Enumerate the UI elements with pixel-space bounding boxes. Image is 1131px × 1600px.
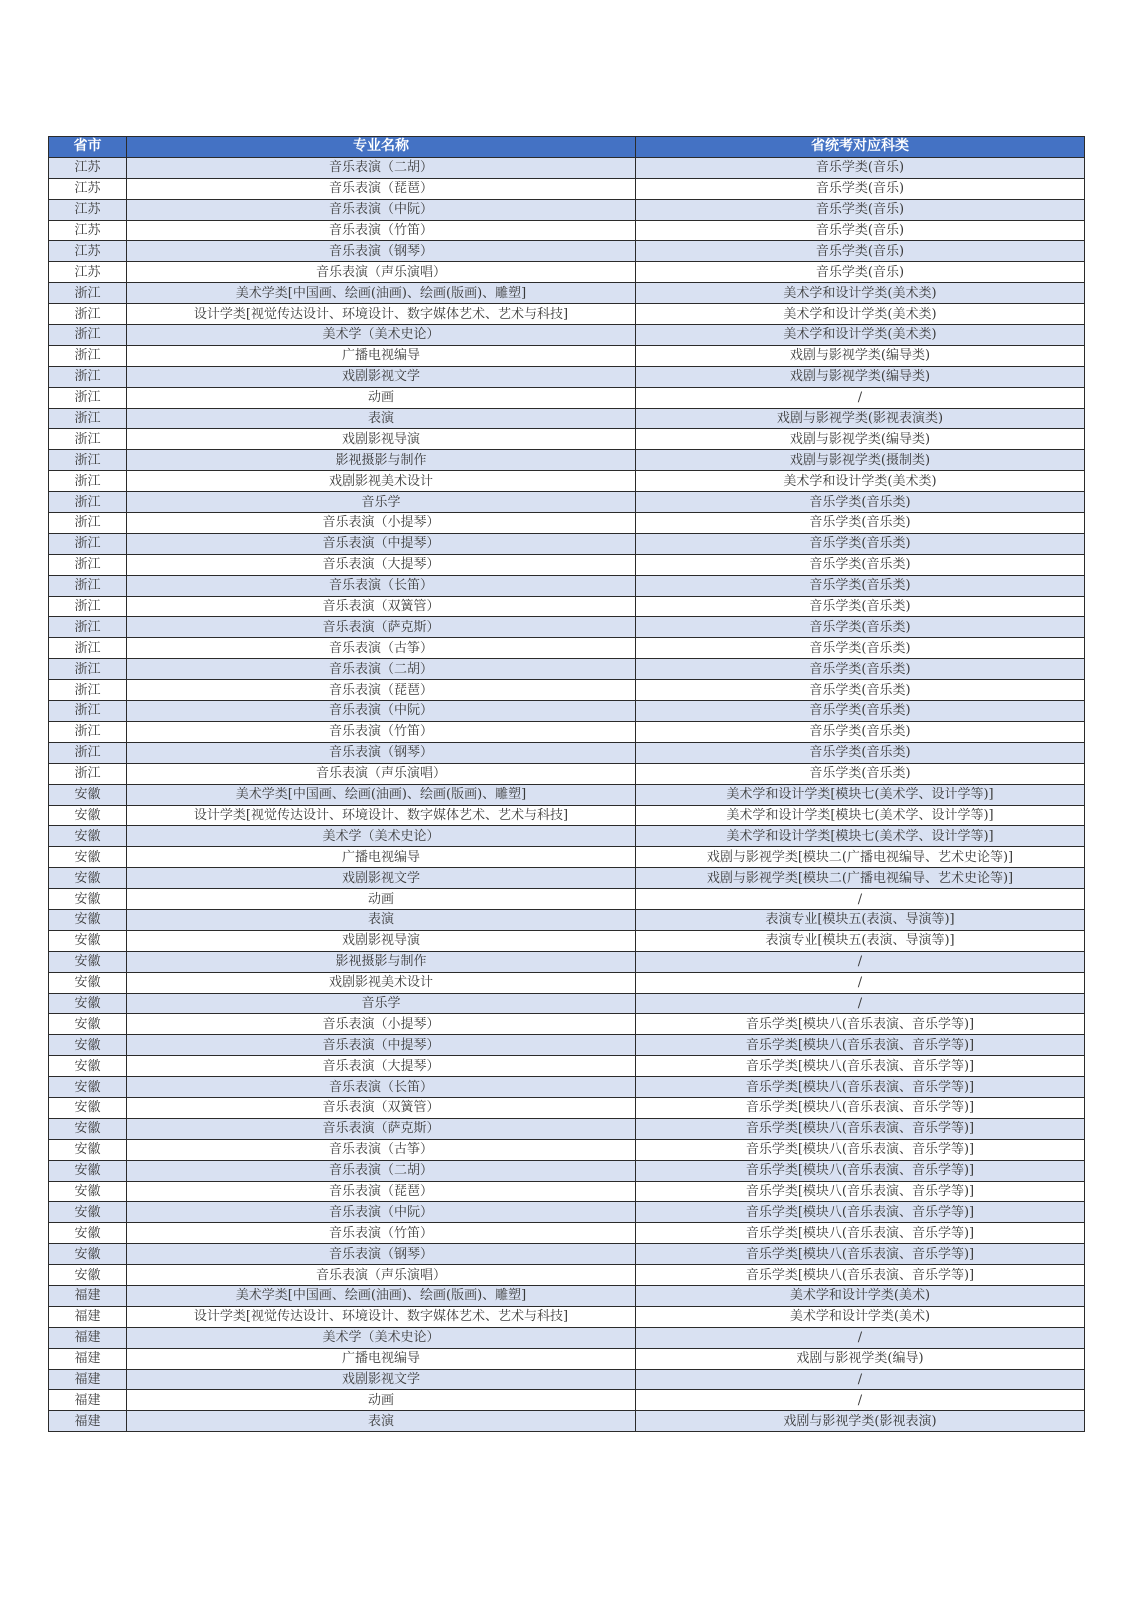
table-row	[49, 575, 1085, 596]
cell-province: 安徽	[49, 1077, 127, 1098]
table-row	[49, 1202, 1085, 1223]
cell-exam-category: 音乐学类(音乐类)	[636, 701, 1085, 722]
cell-province: 福建	[49, 1348, 127, 1369]
header-row	[49, 137, 1085, 158]
cell-province: 江苏	[49, 241, 127, 262]
cell-exam-category: 美术学和设计学类[模块七(美术学、设计学等)]	[636, 805, 1085, 826]
cell-exam-category: 戏剧与影视学类(影视表演类)	[636, 408, 1085, 429]
table-row	[49, 763, 1085, 784]
cell-major-name: 影视摄影与制作	[127, 951, 636, 972]
table-row	[49, 1306, 1085, 1327]
table-row	[49, 513, 1085, 534]
cell-major-name: 广播电视编导	[127, 847, 636, 868]
cell-exam-category: 音乐学类[模块八(音乐表演、音乐学等)]	[636, 1118, 1085, 1139]
table-row	[49, 680, 1085, 701]
table-row	[49, 889, 1085, 910]
cell-major-name: 音乐表演（声乐演唱）	[127, 763, 636, 784]
table-row	[49, 325, 1085, 346]
cell-major-name: 表演	[127, 1411, 636, 1432]
table-row	[49, 199, 1085, 220]
cell-province: 浙江	[49, 617, 127, 638]
cell-province: 安徽	[49, 972, 127, 993]
cell-exam-category: 音乐学类(音乐类)	[636, 617, 1085, 638]
cell-province: 浙江	[49, 304, 127, 325]
table-row	[49, 157, 1085, 178]
cell-exam-category: 音乐学类[模块八(音乐表演、音乐学等)]	[636, 1014, 1085, 1035]
table-row	[49, 408, 1085, 429]
table-row	[49, 1181, 1085, 1202]
cell-exam-category: /	[636, 889, 1085, 910]
cell-major-name: 美术学类[中国画、绘画(油画)、绘画(版画)、雕塑]	[127, 1285, 636, 1306]
cell-exam-category: 戏剧与影视学类(编导类)	[636, 366, 1085, 387]
cell-major-name: 音乐表演（琵琶）	[127, 178, 636, 199]
cell-exam-category: 音乐学类[模块八(音乐表演、音乐学等)]	[636, 1181, 1085, 1202]
cell-major-name: 音乐表演（琵琶）	[127, 1181, 636, 1202]
table-body	[49, 157, 1085, 1431]
cell-exam-category: 音乐学类(音乐)	[636, 199, 1085, 220]
cell-exam-category: 音乐学类[模块八(音乐表演、音乐学等)]	[636, 1160, 1085, 1181]
cell-major-name: 音乐学	[127, 993, 636, 1014]
table-row	[49, 492, 1085, 513]
table-row	[49, 450, 1085, 471]
cell-province: 浙江	[49, 638, 127, 659]
cell-exam-category: 音乐学类[模块八(音乐表演、音乐学等)]	[636, 1139, 1085, 1160]
cell-exam-category: /	[636, 1390, 1085, 1411]
cell-exam-category: 音乐学类(音乐)	[636, 157, 1085, 178]
cell-exam-category: 美术学和设计学类[模块七(美术学、设计学等)]	[636, 784, 1085, 805]
table-row	[49, 1014, 1085, 1035]
cell-exam-category: 音乐学类(音乐类)	[636, 533, 1085, 554]
cell-exam-category: /	[636, 387, 1085, 408]
cell-province: 安徽	[49, 1223, 127, 1244]
cell-province: 浙江	[49, 763, 127, 784]
cell-major-name: 广播电视编导	[127, 1348, 636, 1369]
table-row	[49, 1077, 1085, 1098]
cell-major-name: 音乐表演（双簧管）	[127, 1097, 636, 1118]
table-row	[49, 1244, 1085, 1265]
cell-exam-category: 音乐学类[模块八(音乐表演、音乐学等)]	[636, 1265, 1085, 1286]
cell-major-name: 影视摄影与制作	[127, 450, 636, 471]
cell-province: 浙江	[49, 387, 127, 408]
cell-major-name: 音乐表演（萨克斯）	[127, 1118, 636, 1139]
table-row	[49, 972, 1085, 993]
cell-exam-category: 戏剧与影视学类(编导类)	[636, 345, 1085, 366]
cell-exam-category: 表演专业[模块五(表演、导演等)]	[636, 930, 1085, 951]
cell-province: 浙江	[49, 366, 127, 387]
cell-province: 安徽	[49, 805, 127, 826]
cell-province: 浙江	[49, 533, 127, 554]
table-row	[49, 283, 1085, 304]
cell-major-name: 美术学（美术史论）	[127, 325, 636, 346]
table-row	[49, 554, 1085, 575]
cell-major-name: 音乐表演（钢琴）	[127, 1244, 636, 1265]
cell-exam-category: /	[636, 951, 1085, 972]
cell-exam-category: 美术学和设计学类(美术类)	[636, 283, 1085, 304]
cell-province: 浙江	[49, 575, 127, 596]
cell-province: 江苏	[49, 262, 127, 283]
table-row	[49, 847, 1085, 868]
table-row	[49, 1265, 1085, 1286]
cell-exam-category: 表演专业[模块五(表演、导演等)]	[636, 909, 1085, 930]
cell-exam-category: /	[636, 1369, 1085, 1390]
cell-exam-category: 音乐学类(音乐类)	[636, 554, 1085, 575]
cell-major-name: 音乐表演（古筝）	[127, 638, 636, 659]
cell-province: 浙江	[49, 721, 127, 742]
cell-major-name: 音乐学	[127, 492, 636, 513]
cell-major-name: 动画	[127, 387, 636, 408]
cell-exam-category: 音乐学类[模块八(音乐表演、音乐学等)]	[636, 1097, 1085, 1118]
table-row	[49, 1348, 1085, 1369]
cell-exam-category: /	[636, 972, 1085, 993]
cell-exam-category: 音乐学类(音乐类)	[636, 575, 1085, 596]
cell-province: 福建	[49, 1369, 127, 1390]
cell-major-name: 戏剧影视文学	[127, 868, 636, 889]
cell-major-name: 戏剧影视文学	[127, 366, 636, 387]
cell-province: 浙江	[49, 659, 127, 680]
cell-province: 浙江	[49, 450, 127, 471]
cell-exam-category: 音乐学类(音乐类)	[636, 596, 1085, 617]
cell-major-name: 戏剧影视导演	[127, 429, 636, 450]
table-row	[49, 868, 1085, 889]
cell-major-name: 音乐表演（二胡）	[127, 157, 636, 178]
table-row	[49, 262, 1085, 283]
cell-province: 浙江	[49, 408, 127, 429]
cell-province: 浙江	[49, 701, 127, 722]
table-row	[49, 1327, 1085, 1348]
table-row	[49, 220, 1085, 241]
table-row	[49, 805, 1085, 826]
cell-exam-category: 音乐学类(音乐类)	[636, 742, 1085, 763]
cell-province: 江苏	[49, 220, 127, 241]
cell-province: 安徽	[49, 889, 127, 910]
cell-exam-category: 美术学和设计学类(美术类)	[636, 471, 1085, 492]
cell-province: 安徽	[49, 1097, 127, 1118]
cell-exam-category: 音乐学类(音乐)	[636, 241, 1085, 262]
cell-province: 浙江	[49, 680, 127, 701]
cell-province: 浙江	[49, 429, 127, 450]
cell-exam-category: 美术学和设计学类(美术类)	[636, 325, 1085, 346]
cell-major-name: 音乐表演（声乐演唱）	[127, 1265, 636, 1286]
cell-province: 安徽	[49, 1056, 127, 1077]
cell-province: 江苏	[49, 178, 127, 199]
cell-major-name: 音乐表演（中阮）	[127, 701, 636, 722]
cell-province: 江苏	[49, 157, 127, 178]
table-row	[49, 659, 1085, 680]
table-row	[49, 721, 1085, 742]
cell-province: 浙江	[49, 283, 127, 304]
cell-province: 福建	[49, 1285, 127, 1306]
cell-province: 安徽	[49, 868, 127, 889]
cell-exam-category: /	[636, 993, 1085, 1014]
table-row	[49, 951, 1085, 972]
table-row	[49, 1223, 1085, 1244]
table-row	[49, 1056, 1085, 1077]
cell-province: 安徽	[49, 909, 127, 930]
cell-major-name: 动画	[127, 1390, 636, 1411]
cell-major-name: 音乐表演（双簧管）	[127, 596, 636, 617]
table-row	[49, 429, 1085, 450]
cell-major-name: 美术学（美术史论）	[127, 826, 636, 847]
cell-province: 浙江	[49, 471, 127, 492]
cell-exam-category: 戏剧与影视学类[模块二(广播电视编导、艺术史论等)]	[636, 868, 1085, 889]
cell-province: 浙江	[49, 513, 127, 534]
cell-exam-category: 美术学和设计学类[模块七(美术学、设计学等)]	[636, 826, 1085, 847]
cell-exam-category: 音乐学类(音乐类)	[636, 492, 1085, 513]
cell-exam-category: 音乐学类[模块八(音乐表演、音乐学等)]	[636, 1202, 1085, 1223]
cell-province: 浙江	[49, 554, 127, 575]
cell-province: 安徽	[49, 1035, 127, 1056]
cell-major-name: 动画	[127, 889, 636, 910]
cell-major-name: 音乐表演（二胡）	[127, 1160, 636, 1181]
cell-province: 安徽	[49, 951, 127, 972]
cell-exam-category: 音乐学类(音乐)	[636, 262, 1085, 283]
cell-exam-category: 音乐学类(音乐类)	[636, 659, 1085, 680]
cell-province: 安徽	[49, 784, 127, 805]
cell-province: 安徽	[49, 1265, 127, 1286]
cell-major-name: 音乐表演（古筝）	[127, 1139, 636, 1160]
table-row	[49, 1390, 1085, 1411]
cell-exam-category: 戏剧与影视学类(摄制类)	[636, 450, 1085, 471]
table-row	[49, 993, 1085, 1014]
cell-exam-category: 音乐学类(音乐类)	[636, 763, 1085, 784]
cell-exam-category: 音乐学类[模块八(音乐表演、音乐学等)]	[636, 1056, 1085, 1077]
table-row	[49, 1369, 1085, 1390]
cell-province: 安徽	[49, 930, 127, 951]
cell-major-name: 音乐表演（中阮）	[127, 1202, 636, 1223]
cell-major-name: 设计学类[视觉传达设计、环境设计、数字媒体艺术、艺术与科技]	[127, 1306, 636, 1327]
cell-province: 福建	[49, 1327, 127, 1348]
cell-major-name: 音乐表演（中提琴）	[127, 1035, 636, 1056]
cell-exam-category: 音乐学类(音乐)	[636, 178, 1085, 199]
cell-province: 浙江	[49, 596, 127, 617]
cell-major-name: 美术学类[中国画、绘画(油画)、绘画(版画)、雕塑]	[127, 784, 636, 805]
cell-major-name: 广播电视编导	[127, 345, 636, 366]
cell-province: 安徽	[49, 1202, 127, 1223]
table-row	[49, 533, 1085, 554]
table-row	[49, 1118, 1085, 1139]
cell-exam-category: 戏剧与影视学类(影视表演)	[636, 1411, 1085, 1432]
cell-province: 安徽	[49, 1160, 127, 1181]
cell-major-name: 音乐表演（中阮）	[127, 199, 636, 220]
cell-major-name: 音乐表演（竹笛）	[127, 1223, 636, 1244]
table-row	[49, 826, 1085, 847]
cell-major-name: 戏剧影视导演	[127, 930, 636, 951]
table-row	[49, 387, 1085, 408]
table-row	[49, 1411, 1085, 1432]
cell-exam-category: 美术学和设计学类(美术类)	[636, 304, 1085, 325]
cell-major-name: 音乐表演（小提琴）	[127, 513, 636, 534]
cell-province: 安徽	[49, 847, 127, 868]
cell-province: 江苏	[49, 199, 127, 220]
cell-exam-category: 戏剧与影视学类(编导类)	[636, 429, 1085, 450]
cell-major-name: 设计学类[视觉传达设计、环境设计、数字媒体艺术、艺术与科技]	[127, 304, 636, 325]
cell-major-name: 音乐表演（萨克斯）	[127, 617, 636, 638]
cell-exam-category: 音乐学类(音乐类)	[636, 721, 1085, 742]
cell-exam-category: 音乐学类[模块八(音乐表演、音乐学等)]	[636, 1077, 1085, 1098]
cell-province: 浙江	[49, 742, 127, 763]
cell-exam-category: 美术学和设计学类(美术)	[636, 1285, 1085, 1306]
cell-exam-category: 音乐学类(音乐)	[636, 220, 1085, 241]
cell-province: 福建	[49, 1390, 127, 1411]
table-row	[49, 909, 1085, 930]
cell-exam-category: /	[636, 1327, 1085, 1348]
table-row	[49, 366, 1085, 387]
cell-province: 安徽	[49, 1244, 127, 1265]
major-category-table	[48, 136, 1085, 1432]
cell-major-name: 音乐表演（长笛）	[127, 575, 636, 596]
table-row	[49, 345, 1085, 366]
table-row	[49, 784, 1085, 805]
cell-major-name: 表演	[127, 408, 636, 429]
cell-province: 福建	[49, 1411, 127, 1432]
cell-major-name: 戏剧影视文学	[127, 1369, 636, 1390]
cell-exam-category: 音乐学类[模块八(音乐表演、音乐学等)]	[636, 1223, 1085, 1244]
cell-province: 安徽	[49, 1139, 127, 1160]
table-row	[49, 178, 1085, 199]
table-row	[49, 1139, 1085, 1160]
table-row	[49, 1160, 1085, 1181]
table-row	[49, 742, 1085, 763]
cell-exam-category: 戏剧与影视学类[模块二(广播电视编导、艺术史论等)]	[636, 847, 1085, 868]
cell-province: 浙江	[49, 325, 127, 346]
table-row	[49, 930, 1085, 951]
cell-province: 安徽	[49, 1014, 127, 1035]
cell-exam-category: 音乐学类(音乐类)	[636, 513, 1085, 534]
cell-major-name: 音乐表演（琵琶）	[127, 680, 636, 701]
table-row	[49, 596, 1085, 617]
cell-province: 浙江	[49, 345, 127, 366]
cell-major-name: 美术学类[中国画、绘画(油画)、绘画(版画)、雕塑]	[127, 283, 636, 304]
header-major-name: 专业名称	[127, 137, 636, 158]
cell-major-name: 音乐表演（长笛）	[127, 1077, 636, 1098]
cell-major-name: 音乐表演（小提琴）	[127, 1014, 636, 1035]
cell-province: 安徽	[49, 993, 127, 1014]
cell-province: 安徽	[49, 1181, 127, 1202]
cell-province: 安徽	[49, 826, 127, 847]
table-row	[49, 638, 1085, 659]
cell-major-name: 音乐表演（中提琴）	[127, 533, 636, 554]
table-row	[49, 304, 1085, 325]
table-row	[49, 241, 1085, 262]
cell-major-name: 音乐表演（大提琴）	[127, 1056, 636, 1077]
cell-major-name: 音乐表演（二胡）	[127, 659, 636, 680]
cell-major-name: 设计学类[视觉传达设计、环境设计、数字媒体艺术、艺术与科技]	[127, 805, 636, 826]
header-exam-category: 省统考对应科类	[636, 137, 1085, 158]
cell-major-name: 美术学（美术史论）	[127, 1327, 636, 1348]
cell-major-name: 表演	[127, 909, 636, 930]
cell-major-name: 音乐表演（钢琴）	[127, 742, 636, 763]
table-row	[49, 701, 1085, 722]
header-province: 省市	[49, 137, 127, 158]
table-row	[49, 1285, 1085, 1306]
cell-exam-category: 美术学和设计学类(美术)	[636, 1306, 1085, 1327]
cell-major-name: 戏剧影视美术设计	[127, 972, 636, 993]
table-row	[49, 471, 1085, 492]
cell-province: 浙江	[49, 492, 127, 513]
cell-exam-category: 音乐学类[模块八(音乐表演、音乐学等)]	[636, 1244, 1085, 1265]
cell-exam-category: 戏剧与影视学类(编导)	[636, 1348, 1085, 1369]
cell-exam-category: 音乐学类(音乐类)	[636, 680, 1085, 701]
cell-major-name: 音乐表演（声乐演唱）	[127, 262, 636, 283]
cell-province: 福建	[49, 1306, 127, 1327]
cell-major-name: 戏剧影视美术设计	[127, 471, 636, 492]
cell-exam-category: 音乐学类(音乐类)	[636, 638, 1085, 659]
cell-major-name: 音乐表演（竹笛）	[127, 721, 636, 742]
table-row	[49, 1097, 1085, 1118]
cell-province: 安徽	[49, 1118, 127, 1139]
cell-exam-category: 音乐学类[模块八(音乐表演、音乐学等)]	[636, 1035, 1085, 1056]
cell-major-name: 音乐表演（竹笛）	[127, 220, 636, 241]
table-row	[49, 1035, 1085, 1056]
table-row	[49, 617, 1085, 638]
cell-major-name: 音乐表演（大提琴）	[127, 554, 636, 575]
cell-major-name: 音乐表演（钢琴）	[127, 241, 636, 262]
